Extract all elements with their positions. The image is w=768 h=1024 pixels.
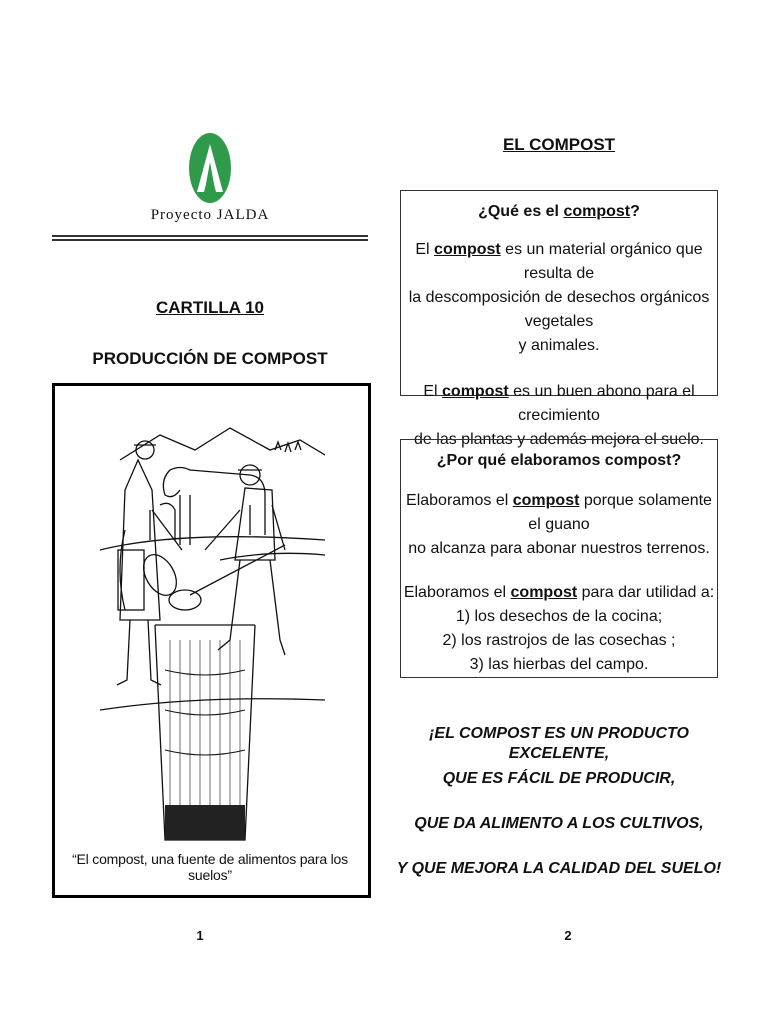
illustration-caption: “El compost, una fuente de alimentos para los suelos” — [72, 851, 348, 883]
paragraph: El compost es un material orgánico que resulta de la descomposición de desechos orgánicos vegetales y animales. — [408, 241, 710, 354]
slogan-line: QUE DA ALIMENTO A LOS CULTIVOS, — [414, 815, 704, 832]
jalda-logo-icon — [188, 132, 232, 204]
box-heading: ¿Por qué elaboramos compost? — [436, 452, 682, 469]
paragraph: Elaboramos el compost porque solamente el guano no alcanza para abonar nuestros terrenos. — [406, 492, 712, 557]
compost-farmers-illustration — [100, 410, 325, 850]
section-title: EL COMPOST — [502, 135, 616, 154]
page-title: PRODUCCIÓN DE COMPOST — [92, 349, 328, 368]
slogan-line: ¡EL COMPOST ES UN PRODUCTO EXCELENTE, — [429, 725, 689, 762]
list-item: 2) los rastrojos de las cosechas ; — [442, 632, 676, 649]
box-heading: ¿Qué es el compost? — [478, 203, 640, 220]
list-item: 3) las hierbas del campo. — [469, 656, 649, 673]
slogan — [395, 724, 723, 904]
divider — [52, 235, 368, 237]
paragraph: Elaboramos el compost para dar utilidad a: — [403, 584, 715, 601]
slogan-line: QUE ES FÁCIL DE PRODUCIR, — [442, 770, 676, 787]
definition-box — [400, 190, 718, 448]
list-item: 1) los desechos de la cocina; — [455, 608, 663, 625]
org-name: Proyecto JALDA — [150, 207, 270, 223]
page-number: 1 — [196, 928, 204, 943]
cartilla-number: CARTILLA 10 — [156, 298, 264, 317]
divider — [52, 239, 368, 241]
reasons-box — [400, 439, 718, 678]
page-number: 2 — [564, 928, 572, 943]
paragraph: El compost es un buen abono para el crecimiento de las plantas y además mejora el suelo. — [414, 383, 704, 448]
slogan-line: Y QUE MEJORA LA CALIDAD DEL SUELO! — [396, 860, 722, 877]
